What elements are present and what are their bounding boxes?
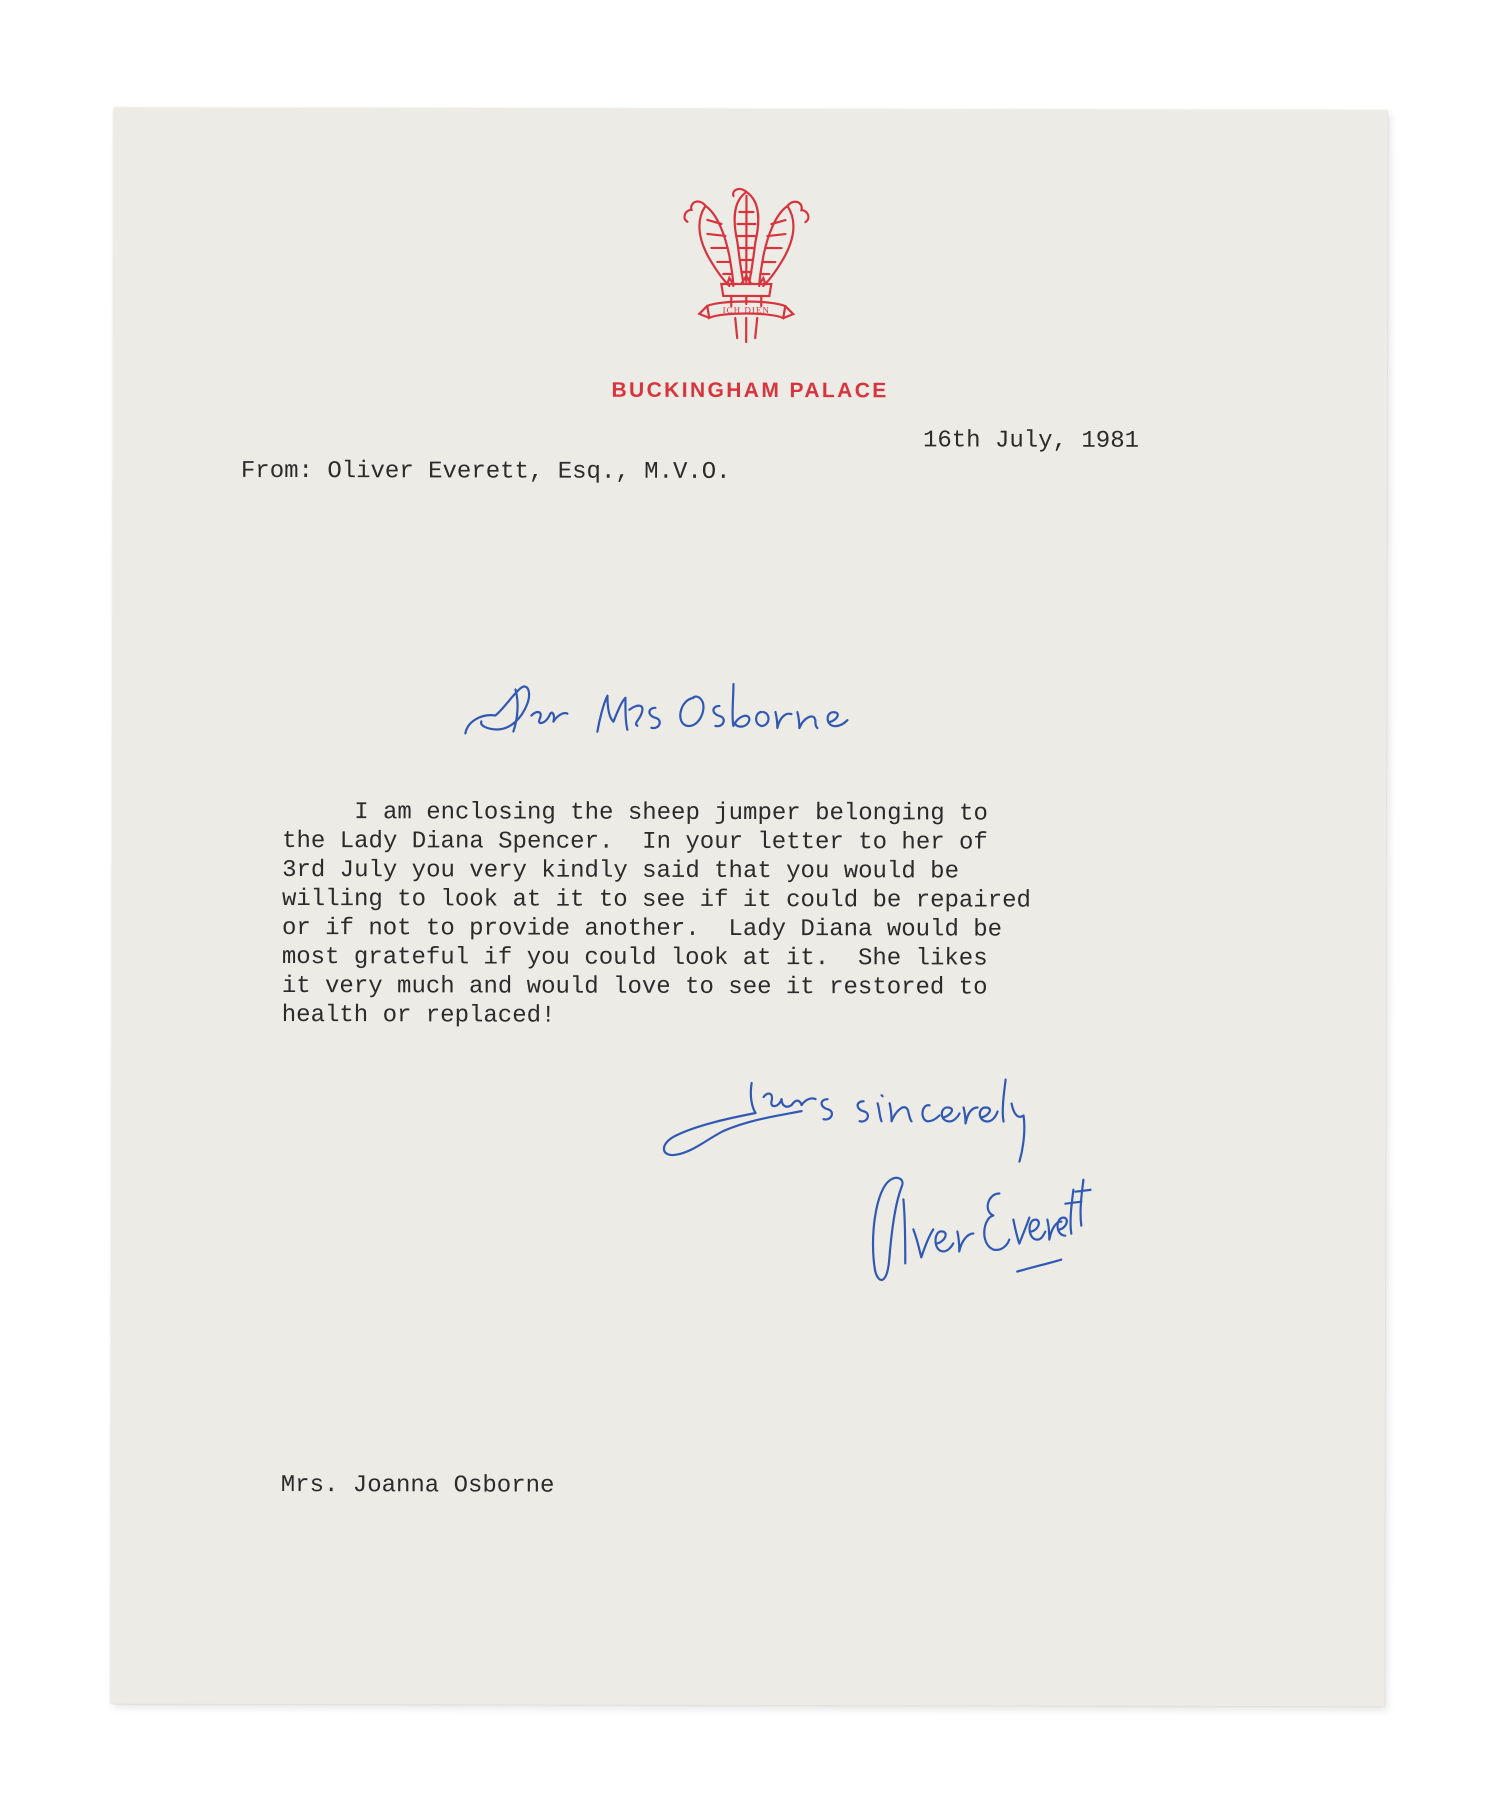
handwritten-closing	[631, 1059, 1051, 1175]
letter-sheet	[110, 108, 1387, 1707]
recipient-line: Mrs. Joanna Osborne	[280, 1472, 555, 1500]
body-line: health or replaced!	[281, 1002, 556, 1030]
body-line: I am enclosing the sheep jumper belonging to	[282, 799, 988, 828]
closing-ink	[631, 1059, 1051, 1175]
body-line: most grateful if you could look at it. She likes	[281, 944, 988, 973]
body-line: the Lady Diana Spencer. In your letter to her of	[282, 828, 988, 857]
prince-of-wales-feathers-crest	[671, 184, 821, 344]
body-line: or if not to provide another. Lady Diana would be	[281, 915, 1003, 944]
crest-motto: ICH DIEN	[722, 304, 770, 316]
handwritten-signature	[861, 1159, 1091, 1294]
sender-line: From: Oliver Everett, Esq., M.V.O.	[240, 457, 731, 486]
salutation-ink	[457, 663, 857, 754]
letterhead-title: BUCKINGHAM PALACE	[611, 378, 889, 403]
body-line: willing to look at it to see if it could be repaired	[281, 886, 1031, 915]
body-line: it very much and would love to see it restored to	[281, 973, 988, 1002]
handwritten-salutation	[457, 663, 857, 754]
letter-date: 16th July, 1981	[922, 427, 1140, 455]
signature-ink	[861, 1159, 1091, 1294]
letter-body	[282, 798, 1182, 1032]
body-line: 3rd July you very kindly said that you would be	[282, 857, 960, 886]
